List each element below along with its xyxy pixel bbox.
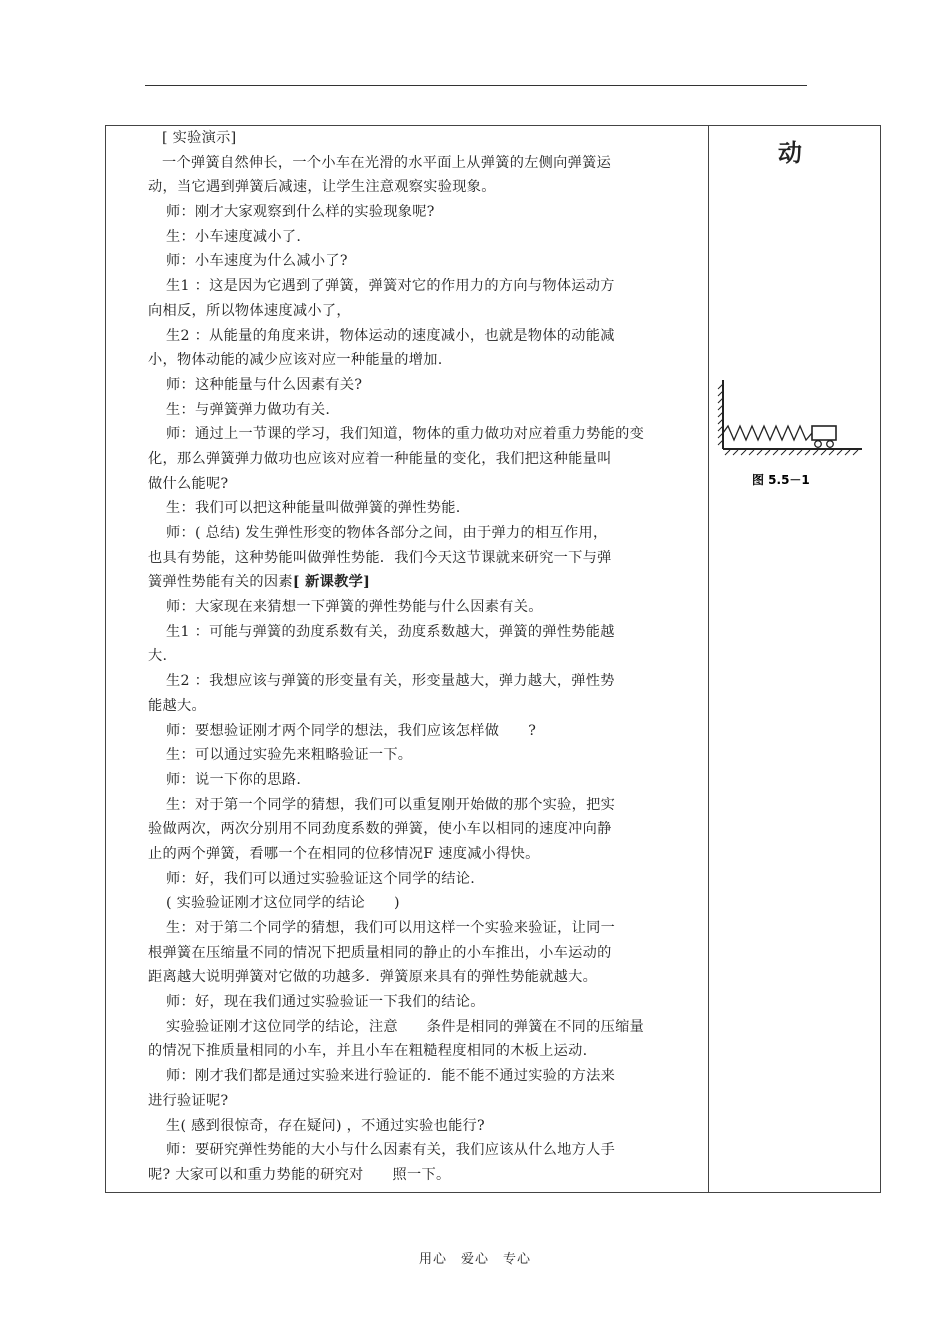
text-line: 小，物体动能的减少应该对应一种能量的增加. — [148, 352, 443, 369]
text-line: 化，那么弹簧弹力做功也应该对应着一种能量的变化，我们把这种能量叫 — [148, 450, 612, 467]
text-line: 生1 ：这是因为它遇到了弹簧，弹簧对它的作用力的方向与物体运动方 — [166, 278, 615, 295]
text-line: 止的两个弹簧，看哪一个在相同的位移情况F 速度减小得快。 — [148, 845, 540, 862]
text-line: 师：要研究弹性势能的大小与什么因素有关，我们应该从什么地方人手 — [166, 1142, 616, 1159]
text-line: [ 实验演示] — [162, 130, 237, 146]
text-line: 动，当它遇到弹簧后减速，让学生注意观察实验现象。 — [148, 179, 496, 196]
text-line: 师：要想验证刚才两个同学的想法，我们应该怎样做 ? — [166, 722, 537, 739]
text-line: 生2 ：从能量的角度来讲，物体运动的速度减小，也就是物体的动能减 — [166, 327, 615, 344]
header-rule — [145, 85, 807, 86]
text-line: 师：好，我们可以通过实验验证这个同学的结论. — [166, 870, 476, 887]
text-line: 师：通过上一节课的学习，我们知道，物体的重力做功对应着重力势能的变 — [166, 426, 645, 443]
text-line: 生( 感到很惊奇，存在疑问) ，不通过实验也能行? — [166, 1117, 485, 1134]
column-divider — [708, 125, 709, 1193]
text-line: 生2 ：我想应该与弹簧的形变量有关，形变量越大，弹力越大，弹性势 — [166, 673, 615, 690]
text-line: 师：刚才大家观察到什么样的实验现象呢? — [166, 204, 435, 221]
text-line: 师：( 总结) 发生弹性形变的物体各部分之间，由于弹力的相互作用， — [166, 525, 608, 541]
figure-caption: 图 5.5－1 — [752, 473, 810, 487]
text-line: 师：大家现在来猜想一下弹簧的弹性势能与什么因素有关。 — [166, 599, 543, 616]
text-line: 距离越大说明弹簧对它做的功越多．弹簧原来具有的弹性势能就越大。 — [148, 969, 598, 986]
text-line: 向相反，所以物体速度减小了， — [148, 302, 351, 319]
text-line: 验做两次，两次分别用不同劲度系数的弹簧，使小车以相同的速度冲向静 — [148, 821, 612, 838]
text-line: 生1 ：可能与弹簧的劲度系数有关，劲度系数越大，弹簧的弹性势能越 — [166, 623, 615, 640]
text-line: 做什么能呢? — [148, 475, 229, 492]
text-line: 师：这种能量与什么因素有关? — [166, 376, 363, 393]
text-line: 进行验证呢? — [148, 1092, 229, 1109]
text-fragment: 簧弹性势能有关的因素 — [148, 574, 293, 591]
text-line — [148, 570, 700, 595]
text-line: 的情况下推质量相同的小车，并且小车在粗糙程度相同的木板上运动. — [148, 1043, 588, 1060]
text-line: ( 实验验证刚才这位同学的结论 ) — [166, 895, 400, 912]
page-footer: 用心 爱心 专心 — [418, 1252, 531, 1267]
side-column-title: 动 — [778, 139, 802, 167]
text-line: 根弹簧在压缩量不同的情况下把质量相同的静止的小车推出，小车运动的 — [148, 944, 612, 961]
text-line: 师：好，现在我们通过实验验证一下我们的结论。 — [166, 994, 485, 1011]
text-line: 师：刚才我们都是通过实验来进行验证的．能不能不通过实验的方法来 — [166, 1068, 616, 1085]
text-line: 师：说一下你的思路. — [166, 771, 302, 788]
text-line: 生：小车速度减小了. — [166, 228, 302, 245]
section-heading: [ 新课教学] — [292, 574, 371, 591]
text-line: 实验验证刚才这位同学的结论，注意 条件是相同的弹簧在不同的压缩量 — [166, 1018, 645, 1035]
text-line: 能越大。 — [148, 697, 206, 714]
text-line: 大. — [148, 648, 168, 665]
text-line: 师：小车速度为什么减小了? — [166, 253, 348, 270]
text-line: 一个弹簧自然伸长，一个小车在光滑的水平面上从弹簧的左侧向弹簧运 — [162, 154, 612, 171]
text-line: 生：我们可以把这种能量叫做弹簧的弹性势能. — [166, 500, 461, 517]
text-line: 生：对于第二个同学的猜想，我们可以用这样一个实验来验证，让同一 — [166, 920, 616, 936]
spring-cart-diagram — [714, 378, 864, 490]
text-line: 也具有势能，这种势能叫做弹性势能．我们今天这节课就来研究一下与弹 — [148, 549, 612, 566]
text-line: 生：与弹簧弹力做功有关. — [166, 401, 331, 418]
lesson-text — [148, 126, 700, 1188]
text-line: 呢? 大家可以和重力势能的研究对 照一下。 — [148, 1166, 451, 1183]
text-line: 生：对于第一个同学的猜想，我们可以重复刚开始做的那个实验，把实 — [166, 796, 616, 813]
spring-cart-figure — [714, 378, 864, 490]
text-line: 生：可以通过实验先来粗略验证一下。 — [166, 747, 413, 764]
